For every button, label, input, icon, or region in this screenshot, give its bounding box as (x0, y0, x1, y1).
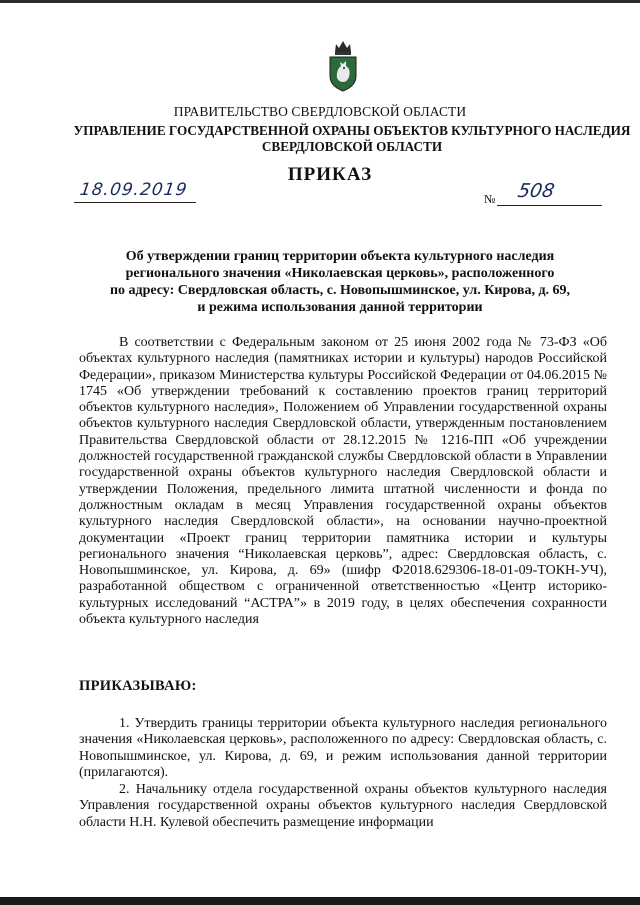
order-number: 508 (516, 180, 557, 202)
number-label: № (484, 192, 496, 206)
title-line: и режима использования данной территории (197, 300, 483, 315)
date-underline (74, 202, 196, 203)
coat-of-arms-icon (326, 38, 360, 92)
government-name: ПРАВИТЕЛЬСТВО СВЕРДЛОВСКОЙ ОБЛАСТИ (173, 104, 467, 119)
document-type: ПРИКАЗ (287, 164, 373, 185)
scan-edge-top (0, 0, 640, 3)
order-date: 18.09.2019 (78, 180, 189, 200)
preamble-paragraph: В соответствии с Федеральным законом от 25 июня 2002 года № 73-ФЗ «Об объектах культурного наследия (памятниках истории и культуры) народов Российской Федерации», приказом Министерства культуры Российской Федерации от 04.06.2015 № 1745 «Об утверждении требований к составлению проектов границ территорий объектов культурного наследия», Положением об Управлении государственной охраны объектов культурного наследия Свердловской области, утвержденным постановлением Правительства Свердловской области от 28.12.2015 № 1216-ПП «Об учреждении должностей государственной гражданской службы Свердловской области в Управлении государственной охраны объектов культурного наследия Свердловской области и утверждении Положения, предельного лимита штатной численности и фонда по должностным окладам в месяц Управления государственной охраны объектов культурного наследия Свердловской области», на основании научно-проектной документации «Проект границ территории памятника истории и культуры регионального значения “Николаевская церковь”, адрес: Свердловская область, с. Новопышминское, ул. Кирова, д. 69» (шифр Ф2018.629306-18-01-09-ТОКН-УЧ), разработанной обществом с ограниченной ответственностью «Центр историко-культурных исследований “АСТРА”» в 2019 году, в целях обеспечения сохранности объекта культурного наследия (79, 335, 607, 628)
item-1-paragraph: 1. Утвердить границы территории объекта культурного наследия регионального значения «Николаевская церковь», расположенного по адресу: Свердловская область, с. Новопышминское, ул. Кирова, д. 69, и режим использования данной территории (прилагаются). (79, 716, 607, 780)
title-line: регионального значения «Николаевская церковь», расположенного (125, 266, 555, 281)
decree-heading: ПРИКАЗЫВАЮ: (79, 678, 197, 694)
title-line: Об утверждении границ территории объекта культурного наследия (125, 249, 555, 264)
title-line: по адресу: Свердловская область, с. Новопышминское, ул. Кирова, д. 69, (109, 283, 571, 298)
document-title (40, 248, 640, 316)
scan-edge-bottom (0, 897, 640, 905)
item-2-paragraph: 2. Начальнику отдела государственной охраны объектов культурного наследия Управления государственной охраны объектов культурного наследия Свердловской области Н.Н. Кулевой обеспечить размещение информации (79, 782, 607, 830)
number-underline (497, 205, 602, 206)
department-name: УПРАВЛЕНИЕ ГОСУДАРСТВЕННОЙ ОХРАНЫ ОБЪЕКТОВ КУЛЬТУРНОГО НАСЛЕДИЯ СВЕРДЛОВСКОЙ ОБЛАСТИ (73, 123, 631, 154)
